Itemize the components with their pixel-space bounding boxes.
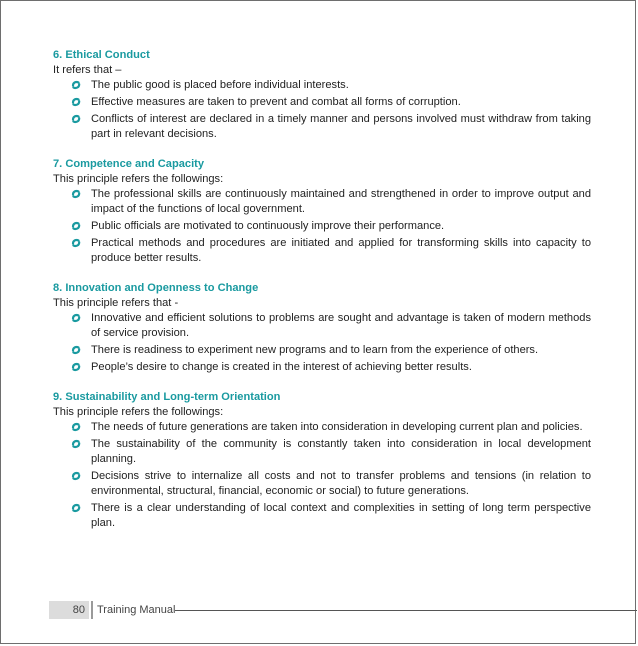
section-heading: 6. Ethical Conduct <box>53 49 150 61</box>
list-item-text: Conflicts of interest are declared in a timely manner and persons involved must withdraw from taking part in relevant decisions. <box>91 113 591 140</box>
swirl-bullet-icon <box>71 80 81 90</box>
list-item <box>53 469 591 499</box>
list-item <box>53 343 591 358</box>
list-item <box>53 112 591 142</box>
swirl-bullet-icon <box>71 362 81 372</box>
footer-separator <box>91 601 93 619</box>
list-item-text: People’s desire to change is created in the interest of achieving better results. <box>91 361 472 373</box>
list-item-text: Innovative and efficient solutions to problems are sought and advantage is taken of modern methods of service provision. <box>91 312 591 339</box>
list-item <box>53 420 591 435</box>
list-item-text: The sustainability of the community is constantly taken into consideration in local development planning. <box>91 438 591 465</box>
bullet-list <box>53 187 591 266</box>
swirl-bullet-icon <box>71 97 81 107</box>
list-item <box>53 236 591 266</box>
section-heading: 8. Innovation and Openness to Change <box>53 282 259 294</box>
footer-label: Training Manual <box>97 604 176 616</box>
list-item-text: There is a clear understanding of local context and complexities in setting of long term perspective plan. <box>91 502 591 529</box>
section-intro: This principle refers that - <box>53 297 179 309</box>
bullet-list <box>53 311 591 375</box>
swirl-bullet-icon <box>71 313 81 323</box>
section-intro: It refers that – <box>53 64 122 76</box>
list-item <box>53 219 591 234</box>
list-item-text: Public officials are motivated to continuously improve their performance. <box>91 220 445 232</box>
list-item-text: There is readiness to experiment new programs and to learn from the experience of others. <box>91 344 539 356</box>
swirl-bullet-icon <box>71 221 81 231</box>
section-competence-capacity <box>53 157 591 266</box>
section-intro: This principle refers the followings: <box>53 173 224 185</box>
swirl-bullet-icon <box>71 345 81 355</box>
list-item-text: The professional skills are continuously maintained and strengthened in order to improve output and impact of the functions of local government. <box>91 188 591 215</box>
footer-rule <box>175 610 637 611</box>
section-heading: 9. Sustainability and Long-term Orientation <box>53 391 281 403</box>
page-content <box>53 48 591 546</box>
swirl-bullet-icon <box>71 238 81 248</box>
bullet-list <box>53 420 591 531</box>
swirl-bullet-icon <box>71 114 81 124</box>
list-item <box>53 311 591 341</box>
section-heading: 7. Competence and Capacity <box>53 158 205 170</box>
list-item <box>53 437 591 467</box>
swirl-bullet-icon <box>71 422 81 432</box>
bullet-list <box>53 78 591 142</box>
section-innovation-openness <box>53 281 591 375</box>
list-item <box>53 95 591 110</box>
list-item <box>53 360 591 375</box>
section-intro: This principle refers the followings: <box>53 406 224 418</box>
swirl-bullet-icon <box>71 439 81 449</box>
section-ethical-conduct <box>53 48 591 142</box>
section-sustainability <box>53 390 591 531</box>
list-item-text: Practical methods and procedures are initiated and applied for transforming skills into capacity to produce better results. <box>91 237 591 264</box>
swirl-bullet-icon <box>71 471 81 481</box>
swirl-bullet-icon <box>71 189 81 199</box>
list-item-text: Decisions strive to internalize all costs and not to transfer problems and tensions (in relation to environmental, structural, financial, economic or social) to future generations. <box>91 470 591 497</box>
page-footer <box>49 601 637 619</box>
swirl-bullet-icon <box>71 503 81 513</box>
list-item <box>53 501 591 531</box>
page-number: 80 <box>49 601 89 619</box>
list-item <box>53 78 591 93</box>
list-item-text: Effective measures are taken to prevent and combat all forms of corruption. <box>91 96 461 108</box>
list-item-text: The public good is placed before individual interests. <box>91 79 349 91</box>
list-item <box>53 187 591 217</box>
list-item-text: The needs of future generations are taken into consideration in developing current plan and policies. <box>91 421 583 433</box>
